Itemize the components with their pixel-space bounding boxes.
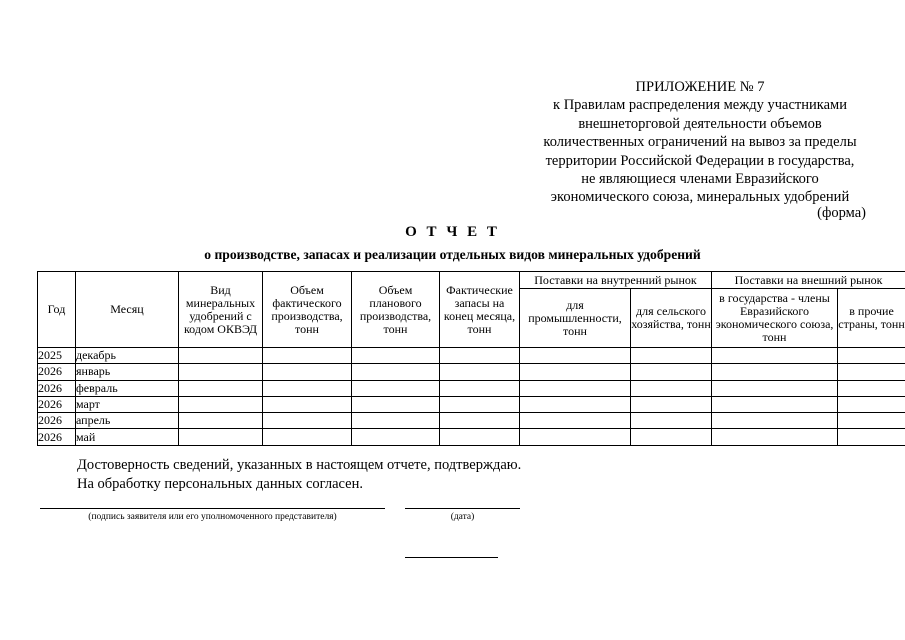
cell-month: февраль: [76, 380, 179, 396]
cell-domestic-industry[interactable]: [520, 348, 631, 364]
cell-domestic-agriculture[interactable]: [631, 364, 712, 380]
appendix-line: территории Российской Федерации в государства,: [545, 152, 855, 169]
date-caption: (дата): [450, 512, 475, 522]
cell-fertilizer-type[interactable]: [179, 413, 263, 429]
cell-planned-production[interactable]: [352, 348, 440, 364]
cell-export-other[interactable]: [838, 396, 905, 412]
header-export-group: Поставки на внешний рынок: [712, 272, 905, 289]
cell-domestic-agriculture[interactable]: [631, 413, 712, 429]
report-table: [37, 271, 905, 446]
cell-domestic-agriculture[interactable]: [631, 396, 712, 412]
cell-export-other[interactable]: [838, 348, 905, 364]
cell-actual-stock[interactable]: [440, 429, 520, 445]
cell-year: 2026: [38, 364, 76, 380]
cell-fertilizer-type[interactable]: [179, 429, 263, 445]
consent-line: На обработку персональных данных согласен.: [77, 476, 363, 492]
header-year: Год: [38, 272, 76, 348]
cell-fertilizer-type[interactable]: [179, 396, 263, 412]
appendix-line: к Правилам распределения между участниками: [553, 97, 847, 114]
cell-month: декабрь: [76, 348, 179, 364]
cell-year: 2025: [38, 348, 76, 364]
cell-domestic-industry[interactable]: [520, 396, 631, 412]
table-row: [38, 396, 905, 412]
confirmation-line: Достоверность сведений, указанных в настоящем отчете, подтверждаю.: [77, 457, 522, 473]
date-line[interactable]: [405, 508, 520, 509]
cell-actual-production[interactable]: [263, 348, 352, 364]
cell-planned-production[interactable]: [352, 429, 440, 445]
cell-domestic-industry[interactable]: [520, 364, 631, 380]
report-title: О Т Ч Е Т: [405, 224, 500, 240]
cell-domestic-agriculture[interactable]: [631, 348, 712, 364]
header-domestic-group: Поставки на внутренний рынок: [520, 272, 712, 289]
cell-export-other[interactable]: [838, 364, 905, 380]
cell-planned-production[interactable]: [352, 380, 440, 396]
cell-year: 2026: [38, 380, 76, 396]
cell-export-eaeu[interactable]: [712, 364, 838, 380]
cell-actual-stock[interactable]: [440, 396, 520, 412]
cell-actual-production[interactable]: [263, 413, 352, 429]
cell-export-eaeu[interactable]: [712, 396, 838, 412]
table-row: [38, 429, 905, 445]
header-domestic-agriculture: для сельского хозяйства, тонн: [631, 289, 712, 348]
header-export-other: в прочие страны, тонн: [838, 289, 905, 348]
cell-actual-production[interactable]: [263, 380, 352, 396]
appendix-line: внешнеторговой деятельности объемов: [578, 115, 822, 132]
cell-planned-production[interactable]: [352, 364, 440, 380]
cell-month: апрель: [76, 413, 179, 429]
cell-domestic-agriculture[interactable]: [631, 429, 712, 445]
cell-domestic-industry[interactable]: [520, 413, 631, 429]
report-subtitle: о производстве, запасах и реализации отдельных видов минеральных удобрений: [204, 247, 701, 262]
appendix-header: [505, 78, 895, 207]
header-domestic-industry: для промышленности, тонн: [520, 289, 631, 348]
signature-caption: (подпись заявителя или его уполномоченного представителя): [88, 512, 337, 522]
cell-planned-production[interactable]: [352, 396, 440, 412]
table-row: [38, 348, 905, 364]
cell-actual-production[interactable]: [263, 429, 352, 445]
cell-fertilizer-type[interactable]: [179, 348, 263, 364]
cell-actual-production[interactable]: [263, 364, 352, 380]
cell-planned-production[interactable]: [352, 413, 440, 429]
cell-export-other[interactable]: [838, 429, 905, 445]
header-export-eaeu: в государства - члены Евразийского экономического союза, тонн: [712, 289, 838, 348]
cell-actual-stock[interactable]: [440, 364, 520, 380]
blank-line[interactable]: [405, 557, 498, 558]
header-actual-stock: Фактические запасы на конец месяца, тонн: [440, 272, 520, 348]
table-row: [38, 413, 905, 429]
cell-export-eaeu[interactable]: [712, 429, 838, 445]
appendix-line: не являющиеся членами Евразийского: [581, 171, 819, 188]
cell-export-eaeu[interactable]: [712, 380, 838, 396]
cell-actual-stock[interactable]: [440, 413, 520, 429]
cell-month: май: [76, 429, 179, 445]
header-actual-production: Объем фактического производства, тонн: [263, 272, 352, 348]
signature-line[interactable]: [40, 508, 385, 509]
cell-month: январь: [76, 364, 179, 380]
cell-actual-production[interactable]: [263, 396, 352, 412]
appendix-title: ПРИЛОЖЕНИЕ № 7: [635, 79, 765, 95]
cell-year: 2026: [38, 396, 76, 412]
confirmation-text: [77, 456, 521, 494]
cell-month: март: [76, 396, 179, 412]
header-fertilizer-type: Вид минеральных удобрений с кодом ОКВЭД: [179, 272, 263, 348]
cell-fertilizer-type[interactable]: [179, 364, 263, 380]
appendix-line: экономического союза, минеральных удобрений: [550, 189, 850, 206]
cell-domestic-industry[interactable]: [520, 380, 631, 396]
cell-actual-stock[interactable]: [440, 380, 520, 396]
table-row: [38, 364, 905, 380]
appendix-line: количественных ограничений на вывоз за пределы: [543, 134, 857, 151]
cell-export-other[interactable]: [838, 413, 905, 429]
table-row: [38, 380, 905, 396]
cell-export-other[interactable]: [838, 380, 905, 396]
cell-year: 2026: [38, 429, 76, 445]
header-month: Месяц: [76, 272, 179, 348]
cell-domestic-industry[interactable]: [520, 429, 631, 445]
cell-fertilizer-type[interactable]: [179, 380, 263, 396]
cell-actual-stock[interactable]: [440, 348, 520, 364]
form-label: (форма): [817, 205, 866, 221]
cell-export-eaeu[interactable]: [712, 348, 838, 364]
cell-export-eaeu[interactable]: [712, 413, 838, 429]
cell-year: 2026: [38, 413, 76, 429]
header-planned-production: Объем планового производства, тонн: [352, 272, 440, 348]
cell-domestic-agriculture[interactable]: [631, 380, 712, 396]
